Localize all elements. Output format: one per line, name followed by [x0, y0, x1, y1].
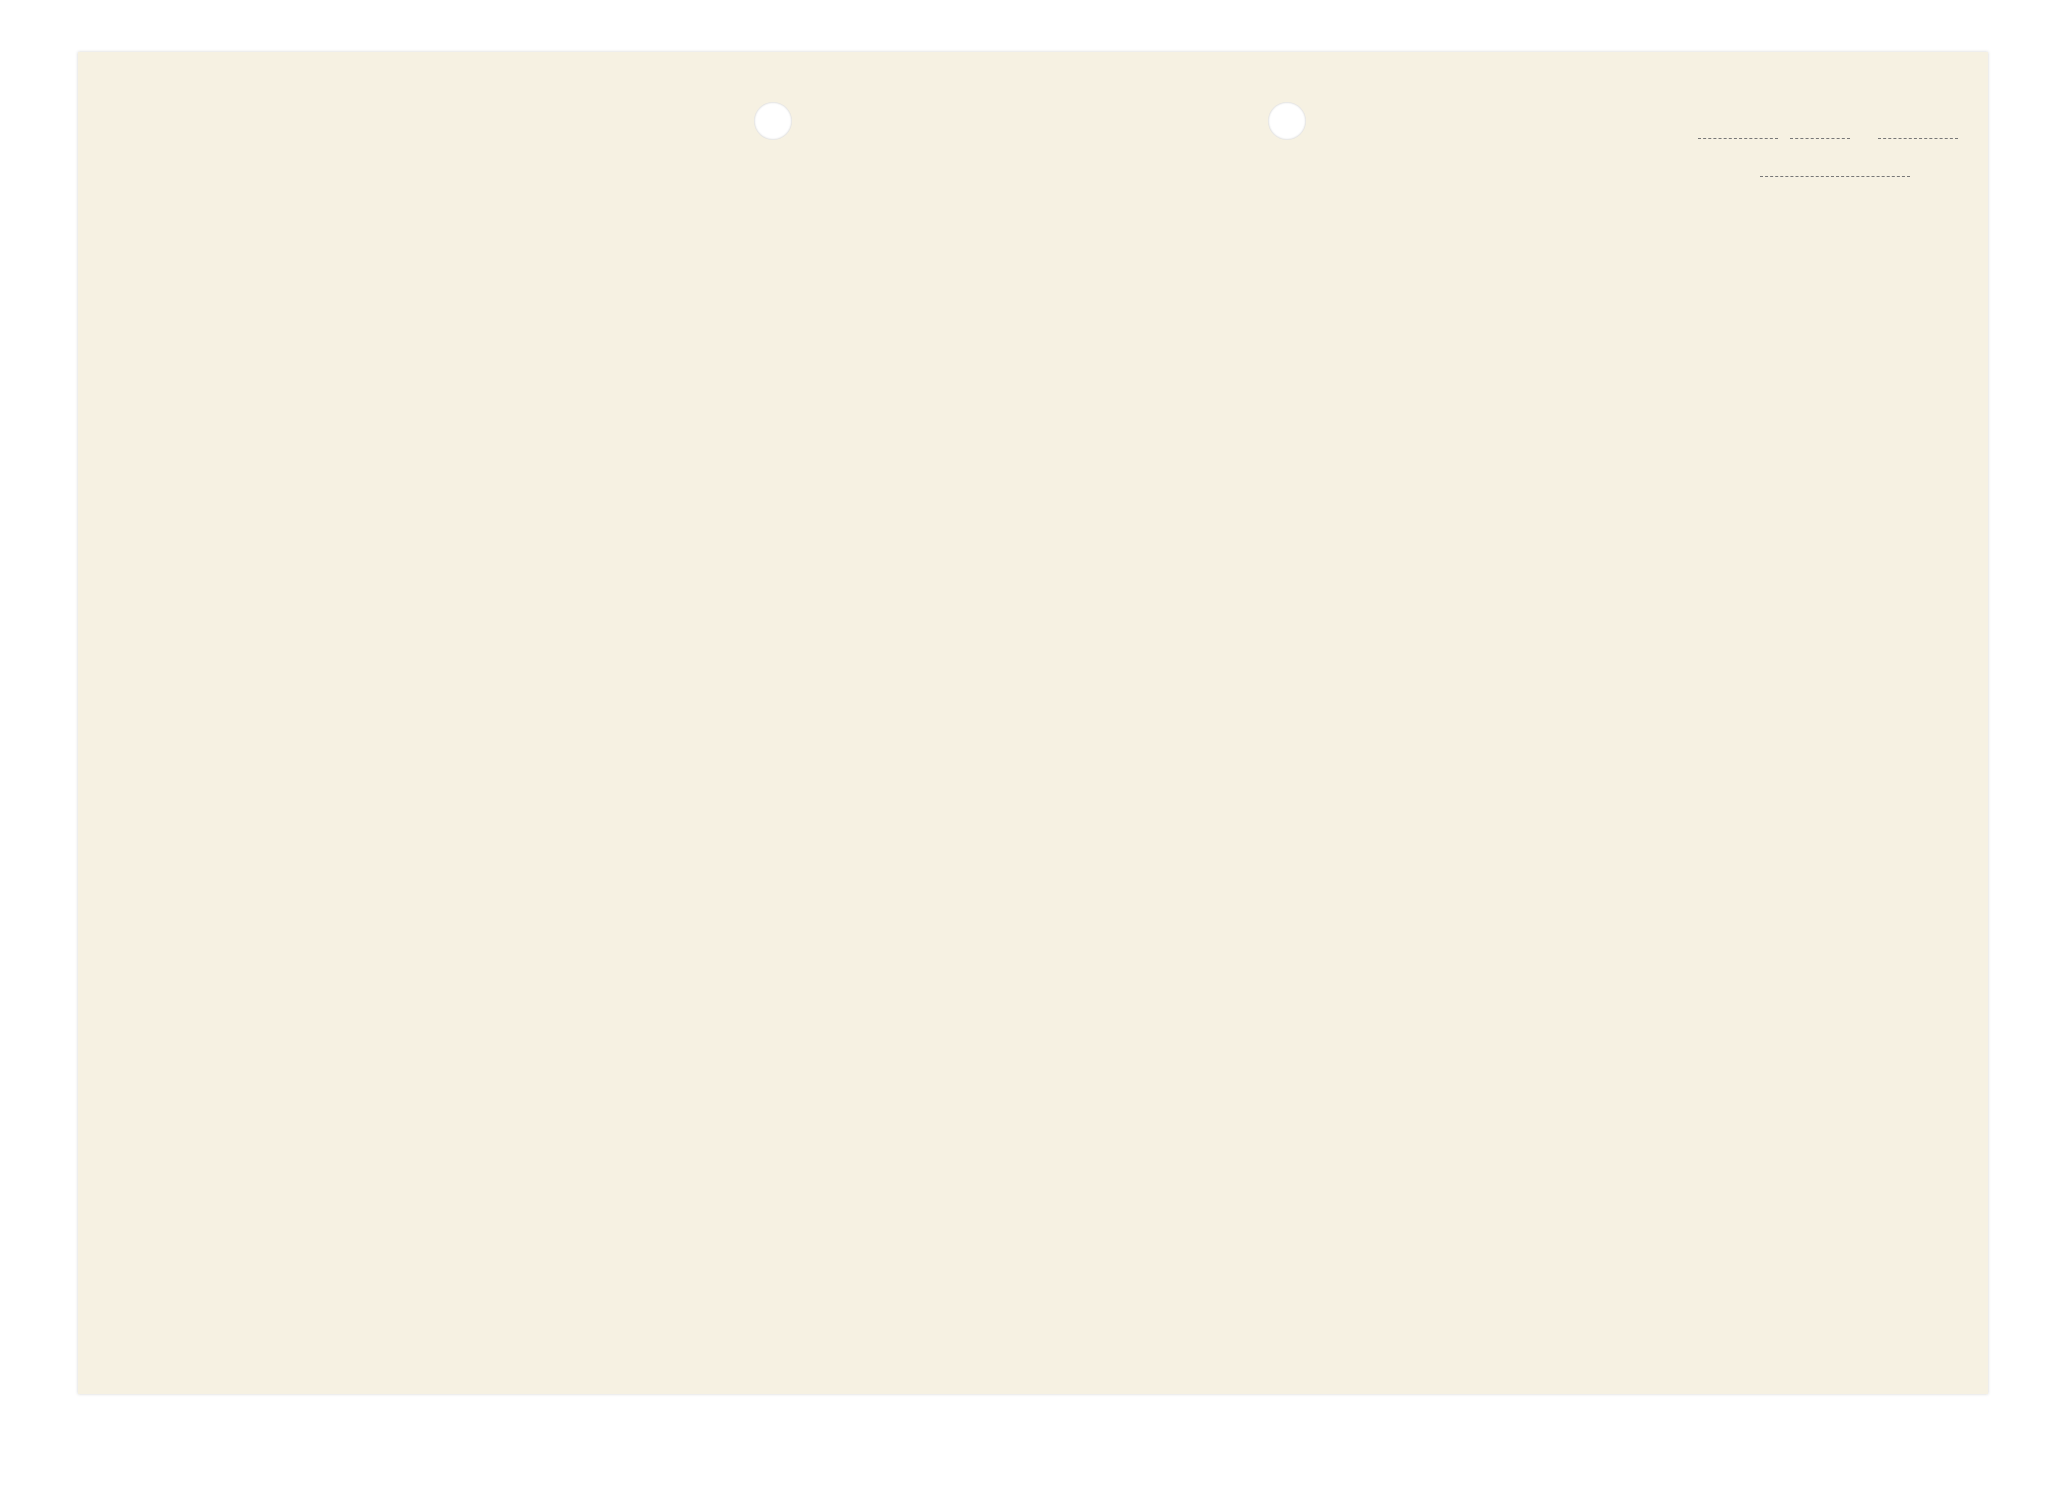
operations-log-table: [78, 52, 1988, 1394]
log-sheet: [78, 52, 1988, 1394]
